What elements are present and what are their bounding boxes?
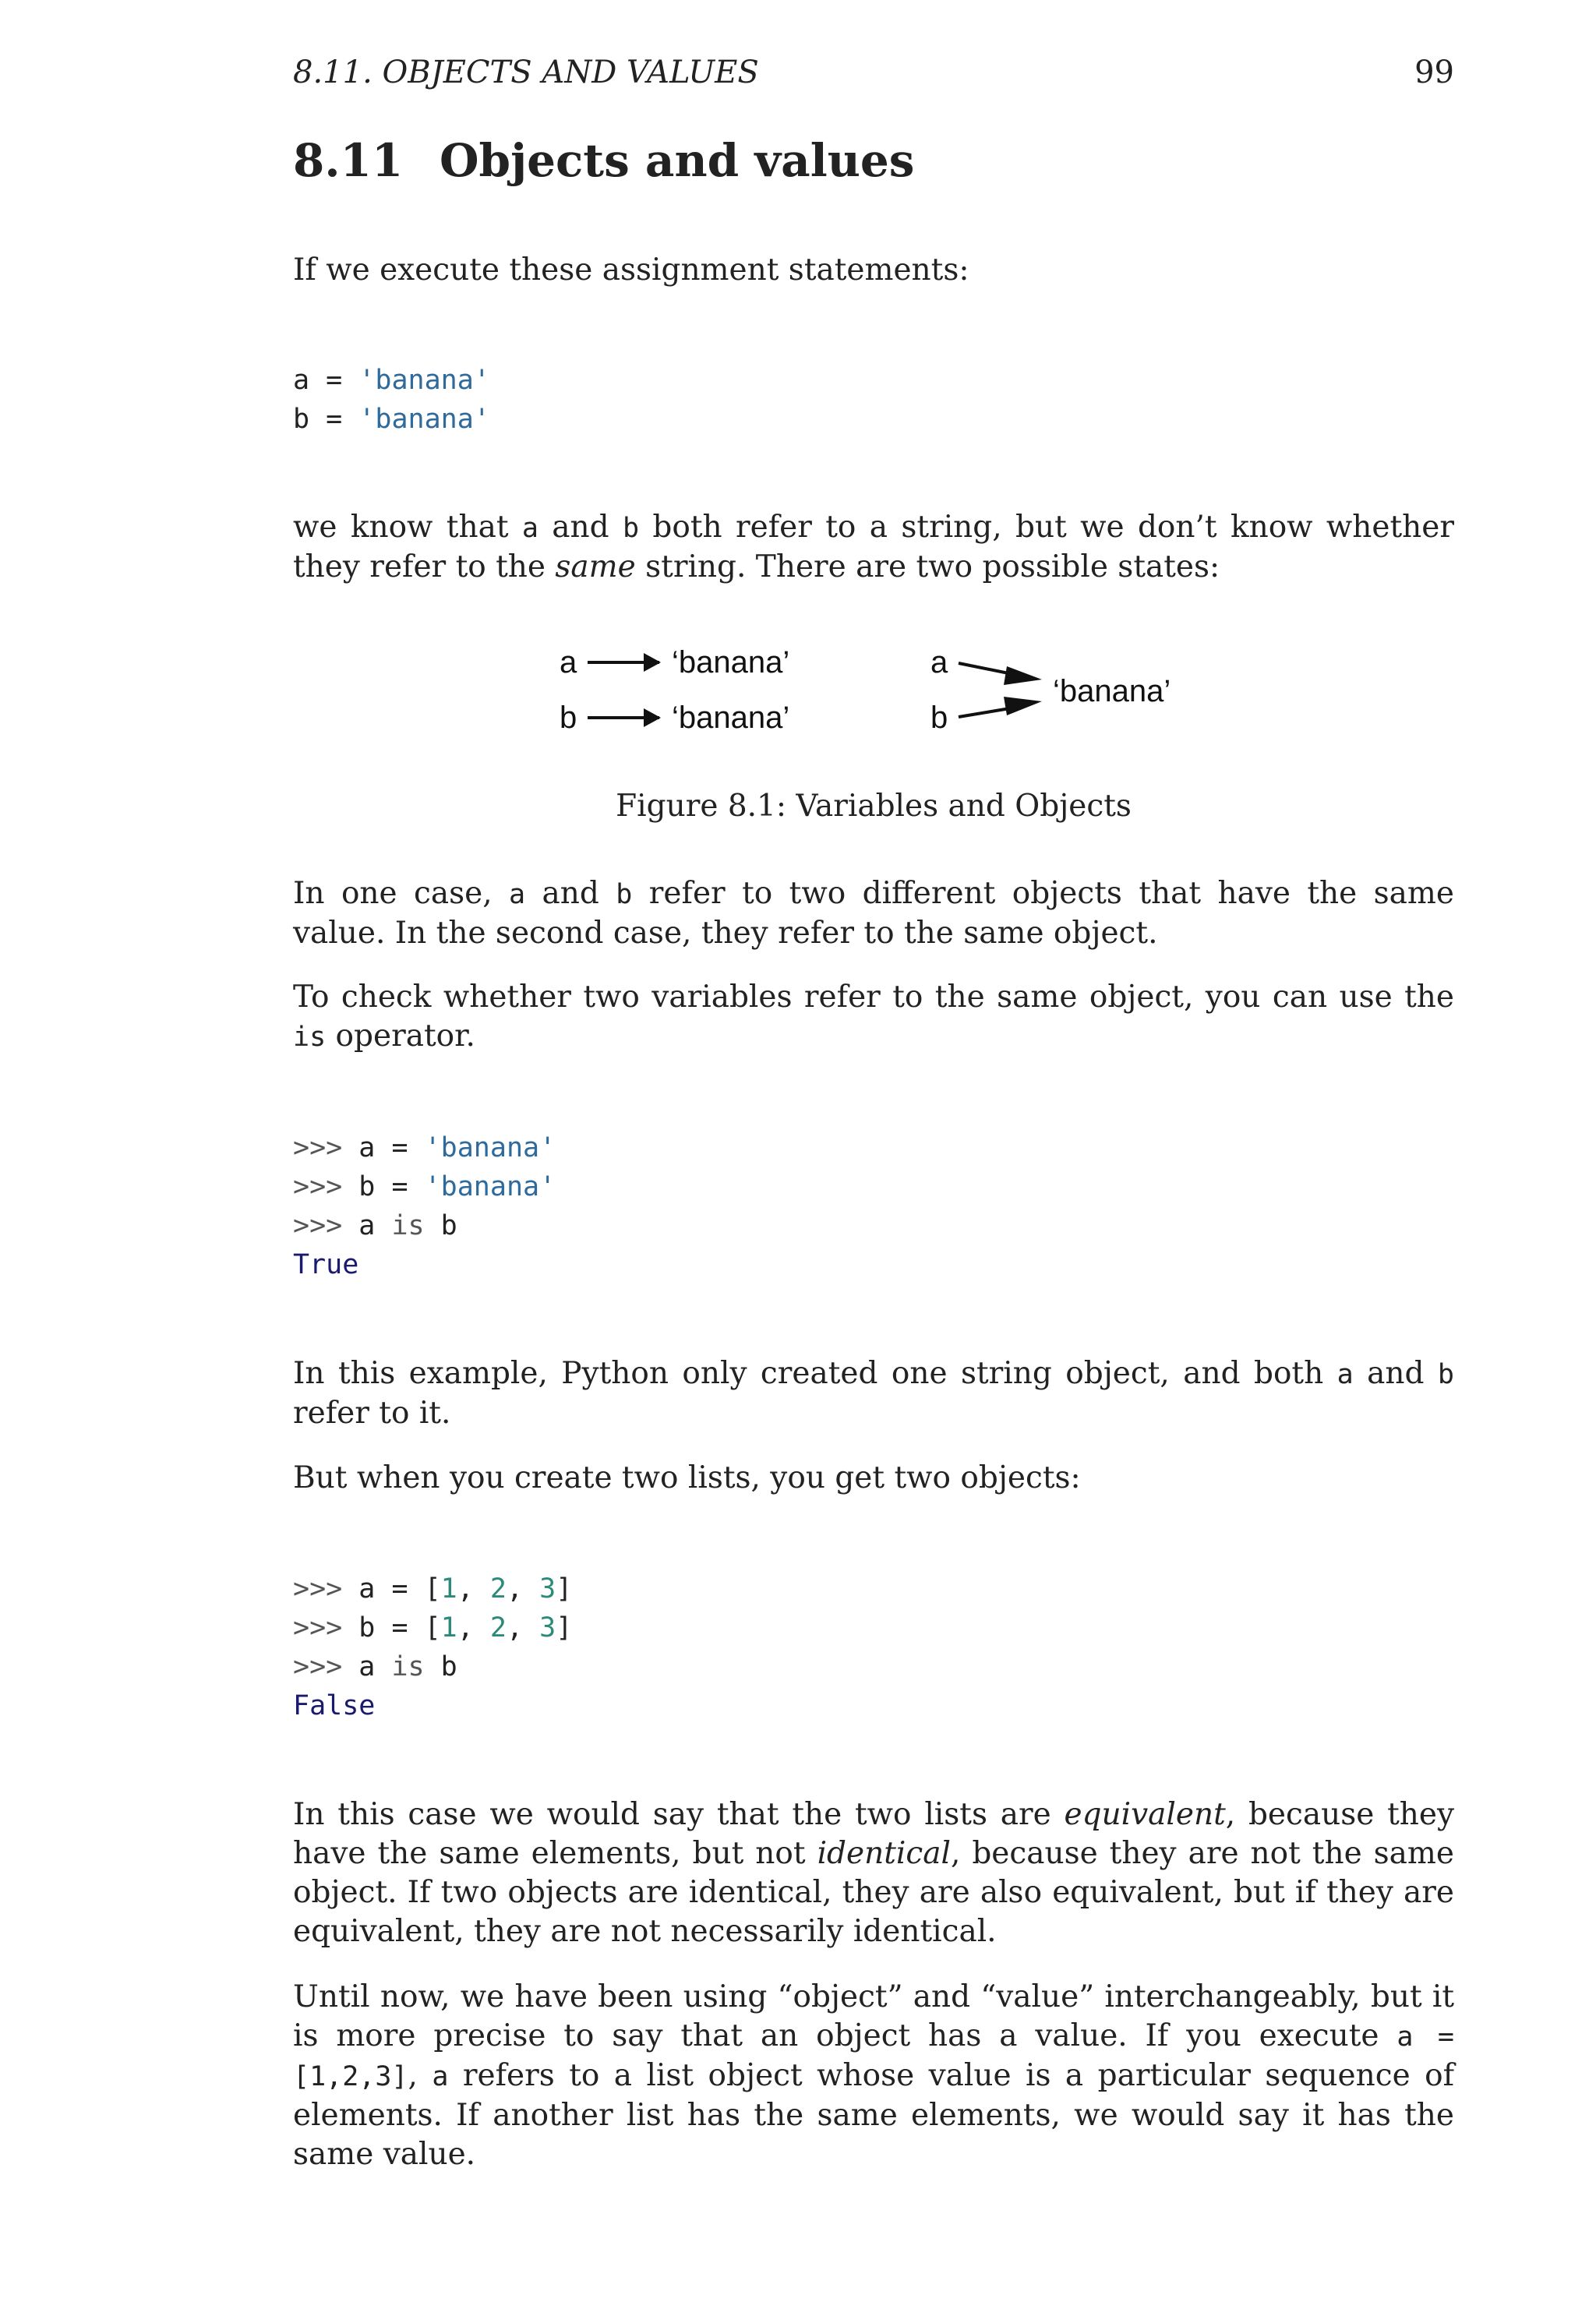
code-var: b xyxy=(358,1612,376,1643)
text: operator. xyxy=(326,1019,475,1054)
figure-right-value: ‘banana’ xyxy=(1053,674,1171,708)
paragraph-equivalent-identical xyxy=(293,1795,1454,1951)
text: refer to two different objects that have the same value. In the second case, they refer to the same object. xyxy=(293,876,1454,951)
code-var: b xyxy=(293,404,310,435)
inline-code: b xyxy=(623,513,640,544)
code-sep: , xyxy=(506,1573,540,1605)
code-block-lists-is xyxy=(293,1569,572,1725)
code-string: 'banana' xyxy=(424,1171,556,1202)
text: and xyxy=(1353,1356,1438,1391)
running-header xyxy=(293,55,1454,101)
paragraph-two-lists xyxy=(293,1459,1454,1498)
figure-left-var-a: a xyxy=(560,645,577,680)
code-number: 1 xyxy=(440,1612,457,1643)
arrowhead-icon xyxy=(1004,666,1042,685)
code-sep: , xyxy=(457,1612,490,1643)
code-block-strings-is xyxy=(293,1128,556,1284)
text: , xyxy=(408,2058,433,2093)
text: both refer to a string, but we don’t know whether they refer to the xyxy=(293,510,1454,584)
figure-right-var-b: b xyxy=(930,701,948,735)
figure-left-value-2: ‘banana’ xyxy=(672,701,790,735)
paragraph-one-object xyxy=(293,1354,1454,1433)
code-number: 2 xyxy=(489,1612,507,1643)
text: In this case we would say that the two lists are xyxy=(293,1797,1065,1832)
code-number: 3 xyxy=(539,1612,556,1643)
code-bracket: ] xyxy=(556,1612,573,1643)
code-op: = xyxy=(375,1612,425,1643)
section-title: Objects and values xyxy=(440,134,915,187)
code-sep: , xyxy=(506,1612,540,1643)
text: we know that xyxy=(293,510,522,545)
code-output: True xyxy=(293,1249,359,1280)
inline-code: a xyxy=(521,513,538,544)
emphasis: identical xyxy=(817,1836,951,1871)
section-heading xyxy=(293,134,914,187)
emphasis: equivalent xyxy=(1064,1797,1226,1832)
code-var: a xyxy=(358,1210,376,1241)
text: and xyxy=(538,510,623,545)
text: , because they are not the same object. If two objects are identical, they are also equivalent, but if they are equivalent, they are not necessarily identical. xyxy=(293,1836,1454,1949)
text: In one case, xyxy=(293,876,510,911)
paragraph-object-value xyxy=(293,1978,1454,2174)
figure-left-var-b: b xyxy=(560,701,577,735)
code-op: = xyxy=(309,404,359,435)
code-number: 3 xyxy=(539,1573,556,1605)
code-keyword: is xyxy=(375,1651,441,1682)
text: But when you create two lists, you get two objects: xyxy=(293,1460,1081,1495)
text: Until now, we have been using “object” and “value” interchangeably, but it is more precise to say that an object has a value. If you execute xyxy=(293,1979,1454,2053)
code-bracket: [ xyxy=(424,1573,441,1605)
code-op: = xyxy=(375,1573,425,1605)
text: In this example, Python only created one string object, and both xyxy=(293,1356,1337,1391)
code-prompt: >>> xyxy=(293,1573,359,1605)
code-block-assignments xyxy=(293,361,490,439)
arrowhead-icon xyxy=(1004,697,1042,715)
code-var: a xyxy=(358,1132,376,1163)
code-var: a xyxy=(358,1573,376,1605)
inline-code: b xyxy=(1437,1359,1454,1390)
figure-left-value-1: ‘banana’ xyxy=(672,645,790,680)
text: To check whether two variables refer to the same object, you can use the xyxy=(293,980,1454,1015)
code-var: b xyxy=(358,1171,376,1202)
paragraph-intro xyxy=(293,251,1454,290)
inline-code: a xyxy=(432,2061,449,2092)
code-prompt: >>> xyxy=(293,1210,359,1241)
paragraph-two-cases xyxy=(293,874,1454,953)
inline-code: a xyxy=(1336,1359,1354,1390)
section-number: 8.11 xyxy=(293,134,404,187)
state-diagram xyxy=(293,630,1454,762)
code-prompt: >>> xyxy=(293,1132,359,1163)
code-number: 2 xyxy=(489,1573,507,1605)
code-var: a xyxy=(358,1651,376,1682)
code-prompt: >>> xyxy=(293,1651,359,1682)
figure-caption: Figure 8.1: Variables and Objects xyxy=(616,789,1132,824)
code-output: False xyxy=(293,1690,376,1721)
inline-code: a xyxy=(509,879,526,910)
code-op: = xyxy=(375,1132,425,1163)
code-op: = xyxy=(309,365,359,396)
code-prompt: >>> xyxy=(293,1612,359,1643)
code-string: 'banana' xyxy=(424,1132,556,1163)
page-number: 99 xyxy=(1414,55,1454,90)
inline-code: is xyxy=(293,1022,327,1053)
text: refers to a list object whose value is a particular sequence of elements. If another list has the same elements, we would say it has the same value. xyxy=(293,2058,1455,2172)
arrowhead-icon xyxy=(644,708,661,727)
code-op: = xyxy=(375,1171,425,1202)
code-string: 'banana' xyxy=(358,404,490,435)
text: and xyxy=(525,876,616,911)
code-number: 1 xyxy=(440,1573,457,1605)
text: string. There are two possible states: xyxy=(635,549,1220,584)
code-var: b xyxy=(440,1210,457,1241)
code-string: 'banana' xyxy=(358,365,490,396)
code-var: b xyxy=(440,1651,457,1682)
text: , because they have the same elements, but not xyxy=(293,1797,1454,1871)
inline-code: b xyxy=(616,879,633,910)
inline-code: a = [1,2,3] xyxy=(293,2021,1454,2092)
code-sep: , xyxy=(457,1573,490,1605)
text: refer to it. xyxy=(293,1396,451,1431)
figure-right-var-a: a xyxy=(930,645,948,680)
code-bracket: [ xyxy=(424,1612,441,1643)
code-prompt: >>> xyxy=(293,1171,359,1202)
emphasis: same xyxy=(555,549,636,584)
arrowhead-icon xyxy=(644,653,661,672)
figure-variables-objects xyxy=(293,630,1454,762)
running-title: 8.11. OBJECTS AND VALUES xyxy=(293,55,759,90)
code-var: a xyxy=(293,365,310,396)
code-keyword: is xyxy=(375,1210,441,1241)
text: If we execute these assignment statements: xyxy=(293,252,969,288)
paragraph-is-operator xyxy=(293,978,1454,1057)
paragraph-two-states xyxy=(293,508,1454,587)
code-bracket: ] xyxy=(556,1573,573,1605)
